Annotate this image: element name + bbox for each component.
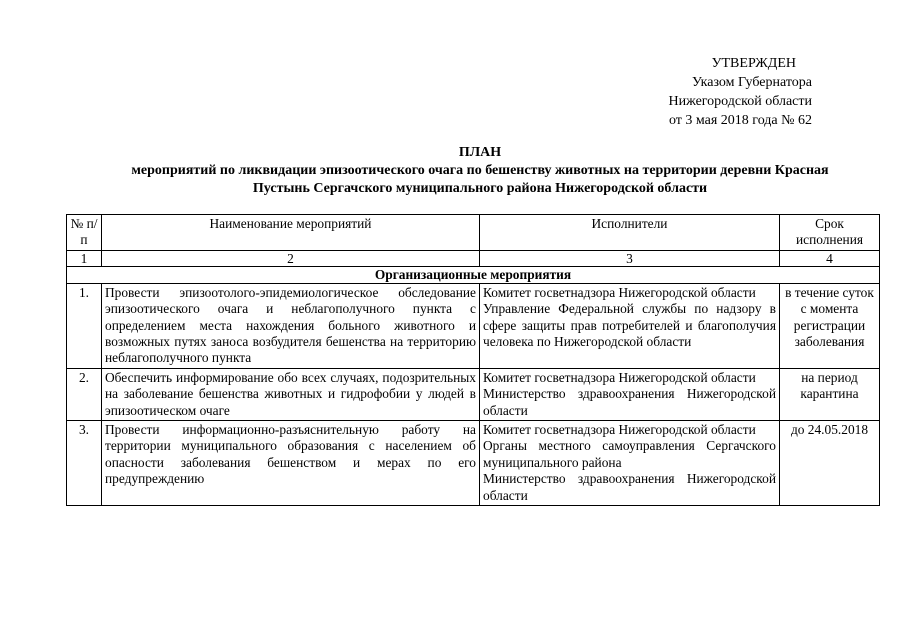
title-heading: ПЛАН bbox=[458, 145, 502, 160]
row-num: 1. bbox=[67, 283, 102, 368]
index-cell: 3 bbox=[480, 250, 780, 266]
table-header-row bbox=[67, 215, 880, 251]
approval-region: Нижегородской области bbox=[668, 94, 812, 109]
row-name: Провести эпизоотолого-эпидемиологическое обследование эпизоотического очага и неблагополучного пункта с определением места нахождения больного животного и возможных путях заноса возбудителя бешенства на территорию неблагополучного пункта bbox=[102, 283, 480, 368]
row-executors bbox=[480, 368, 780, 420]
row-executors bbox=[480, 283, 780, 368]
approval-date: от 3 мая 2018 года № 62 bbox=[668, 113, 812, 128]
plan-table bbox=[66, 214, 880, 506]
section-row bbox=[67, 266, 880, 283]
header-name: Наименование мероприятий bbox=[102, 215, 480, 251]
title-line-1: мероприятий по ликвидации эпизоотического очага по бешенству животных на территории деревни Красная bbox=[131, 163, 829, 178]
section-title: Организационные мероприятия bbox=[67, 266, 880, 283]
index-cell: 1 bbox=[67, 250, 102, 266]
row-executors bbox=[480, 421, 780, 506]
executor: Комитет госветнадзора Нижегородской области bbox=[483, 422, 756, 438]
row-name: Провести информационно-разъяснительную работу на территории муниципального образования с населением об опасности заболевания бешенством и мерах по его предупреждению bbox=[102, 421, 480, 506]
header-num: № п/п bbox=[67, 215, 102, 251]
row-name: Обеспечить информирование обо всех случаях, подозрительных на заболевание бешенства животных и гидрофобии у людей в эпизоотическом очаге bbox=[102, 368, 480, 420]
table-row bbox=[67, 421, 880, 506]
header-executors: Исполнители bbox=[480, 215, 780, 251]
executor: Органы местного самоуправления Сергачского муниципального района bbox=[483, 438, 776, 470]
executor: Комитет госветнадзора Нижегородской области bbox=[483, 369, 756, 385]
row-num: 2. bbox=[67, 368, 102, 420]
approval-stamp bbox=[600, 54, 812, 130]
row-num: 3. bbox=[67, 421, 102, 506]
index-cell: 2 bbox=[102, 250, 480, 266]
table-row bbox=[67, 283, 880, 368]
title-line-2: Пустынь Сергачского муниципального района Нижегородской области bbox=[252, 181, 708, 196]
row-term: на период карантина bbox=[780, 368, 880, 420]
row-term: до 24.05.2018 bbox=[780, 421, 880, 506]
document-title bbox=[70, 144, 890, 198]
index-cell: 4 bbox=[780, 250, 880, 266]
executor: Управление Федеральной службы по надзору в сфере защиты прав потребителей и благополучия человека по Нижегородской области bbox=[483, 301, 776, 350]
table-row bbox=[67, 368, 880, 420]
row-term: в течение суток с момента регистрации заболевания bbox=[780, 283, 880, 368]
header-term: Срок исполнения bbox=[780, 215, 880, 251]
index-row bbox=[67, 250, 880, 266]
executor: Комитет госветнадзора Нижегородской области bbox=[483, 284, 756, 300]
approval-authority: Указом Губернатора bbox=[691, 75, 812, 90]
approval-heading: УТВЕРЖДЕН bbox=[711, 56, 796, 71]
executor: Министерство здравоохранения Нижегородской области bbox=[483, 471, 776, 503]
executor: Министерство здравоохранения Нижегородской области bbox=[483, 386, 776, 418]
